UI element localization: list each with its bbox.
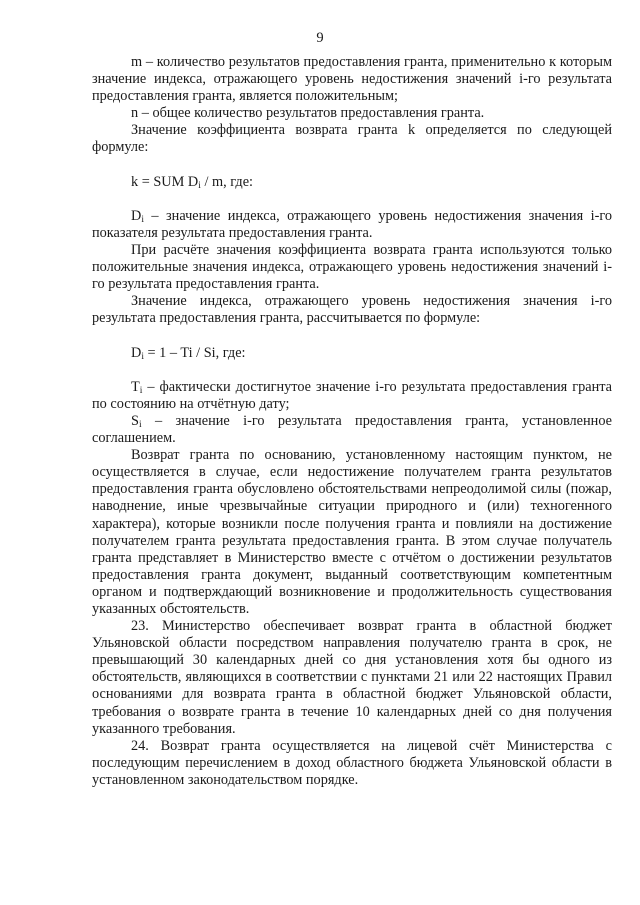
- paragraph-23: 23. Министерство обеспечивает возврат гранта в областной бюджет Ульяновской области посредством направления получателю гранта в срок, не превышающий 30 календарных дней со дня установления хотя бы одного из обстоятельств, являющихся в соответствии с пунктами 21 или 22 настоящих Правил основаниями для возврата гранта в областной бюджет Ульяновской области, требования о возврате гранта в течение 10 календарных дней со дня получения указанного требования.: [92, 618, 612, 737]
- formula-di-sub: i: [141, 351, 144, 362]
- blank-line: [92, 157, 612, 174]
- formula-di-pre: D: [131, 344, 142, 361]
- paragraph-m-definition: m – количество результатов предоставления гранта, применительно к которым значение индекса, отражающего уровень недостижения значений i-го результата предоставления гранта, является положительным;: [92, 54, 612, 105]
- symbol-t-sub: i: [139, 385, 143, 396]
- symbol-s-sub: i: [138, 419, 142, 430]
- di-definition-text: – значение индекса, отражающего уровень недостижения значения i-го показателя результата предоставления гранта.: [92, 207, 612, 241]
- formula-k-pre: k = SUM D: [131, 173, 199, 190]
- blank-line: [92, 328, 612, 345]
- paragraph-force-majeure: Возврат гранта по основанию, установленному настоящим пунктом, не осуществляется в случае, если недостижение получателем гранта результатов предоставления гранта обусловлено обстоятельствами непреодолимой силы (пожар, наводнение, иные чрезвычайные ситуации природного и (или) техногенного характера), которые возникли после получения гранта и повлияли на достижение получателем гранта результата предоставления гранта. В этом случае получатель гранта представляет в Министерство вместе с отчётом о достижении результатов предоставления гранта документ, выданный соответствующим компетентным органом и подтверждающий возникновение и продолжительность существования указанных обстоятельств.: [92, 447, 612, 617]
- blank-line: [92, 191, 612, 208]
- formula-di-post: = 1 – Ti / Si, где:: [143, 344, 246, 361]
- formula-k: [92, 174, 612, 191]
- symbol-t: T: [131, 378, 140, 395]
- paragraph-index-intro: Значение индекса, отражающего уровень недостижения значения i-го результата предоставления гранта, рассчитывается по формуле:: [92, 293, 612, 327]
- blank-line: [92, 362, 612, 379]
- ti-definition-text: – фактически достигнутое значение i-го результата предоставления гранта по состоянию на отчётную дату;: [92, 378, 612, 412]
- si-definition-text: – значение i-го результата предоставления гранта, установленное соглашением.: [92, 412, 612, 447]
- formula-k-post: / m, где:: [200, 173, 254, 190]
- paragraph-24: 24. Возврат гранта осуществляется на лицевой счёт Министерства с последующим перечислением в доход областного бюджета Ульяновской области в установленном законодательством порядке.: [92, 737, 612, 788]
- paragraph-di-definition: [92, 208, 612, 242]
- document-body: [92, 54, 612, 789]
- paragraph-si-definition: [92, 413, 612, 447]
- page-number: 9: [316, 30, 324, 46]
- paragraph-n-definition: n – общее количество результатов предоставления гранта.: [131, 105, 485, 122]
- symbol-d: D: [131, 207, 142, 224]
- symbol-d-sub: i: [141, 214, 144, 225]
- formula-di: [92, 345, 612, 362]
- formula-k-sub: i: [198, 180, 201, 191]
- paragraph-ti-definition: [92, 379, 612, 413]
- symbol-s: S: [131, 412, 139, 429]
- paragraph-k-intro: Значение коэффициента возврата гранта k определяется по следующей формуле:: [92, 122, 612, 156]
- paragraph-positive-values: При расчёте значения коэффициента возврата гранта используются только положительные значения индекса, отражающего уровень недостижения значений i-го результата предоставления гранта.: [92, 242, 612, 293]
